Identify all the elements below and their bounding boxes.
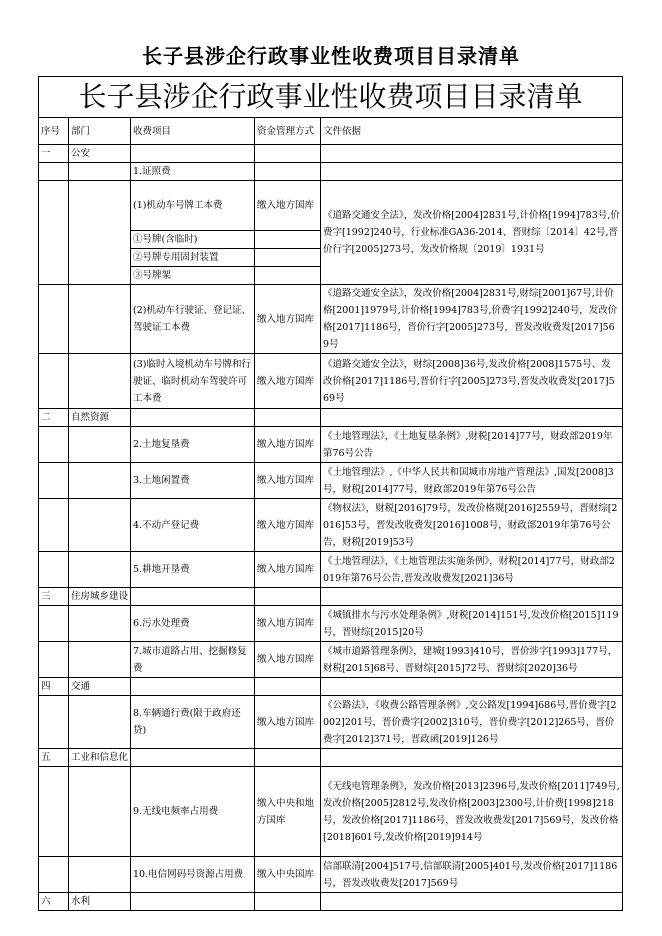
legal-basis: 《土地管理法》，《土地复垦条例》,财税[2014]77号，财政部2019年第76号公告 bbox=[321, 427, 623, 463]
header-basis: 文件依据 bbox=[321, 118, 623, 145]
table-row bbox=[39, 354, 623, 409]
fund-mode: 缴入地方国库 bbox=[255, 499, 321, 552]
fee-item: (1)机动车号牌工本费 bbox=[131, 181, 255, 231]
fee-item: 5.耕地开垦费 bbox=[131, 552, 255, 588]
fund-mode: 缴入地方国库 bbox=[255, 463, 321, 499]
section-no: 二 bbox=[39, 409, 69, 427]
fee-item: 1.证照费 bbox=[131, 163, 255, 181]
legal-basis: 信部联清[2004]517号,信部联清[2005]401号,发改价格[2017]1186号，晋发改收费发[2017]569号 bbox=[321, 857, 623, 893]
table-row bbox=[39, 642, 623, 678]
section-row bbox=[39, 409, 623, 427]
fee-sub-item: ①号牌(含临时) bbox=[131, 231, 255, 249]
section-row bbox=[39, 145, 623, 163]
fund-mode: 缴入地方国库 bbox=[255, 642, 321, 678]
header-no: 序号 bbox=[39, 118, 69, 145]
legal-basis: 《公路法》，《收费公路管理条例》,交公路发[1994]686号,晋价费字[2002]201号，晋价费字[2002]310号，晋价费字[2012]265号，晋价费字[2012]371号，晋政函[2019]126号 bbox=[321, 696, 623, 749]
fee-item: 3.土地闲置费 bbox=[131, 463, 255, 499]
table-row bbox=[39, 285, 623, 354]
table-row bbox=[39, 163, 623, 181]
table-row bbox=[39, 767, 623, 857]
section-no: 四 bbox=[39, 678, 69, 696]
fund-mode: 缴入地方国库 bbox=[255, 696, 321, 749]
section-no: 一 bbox=[39, 145, 69, 163]
fee-item: 4.不动产登记费 bbox=[131, 499, 255, 552]
table-row bbox=[39, 552, 623, 588]
fee-item: 2.土地复垦费 bbox=[131, 427, 255, 463]
fee-item: 8.车辆通行费(限于政府还贷) bbox=[131, 696, 255, 749]
fund-mode: 缴入中央国库 bbox=[255, 857, 321, 893]
fee-sub-item: ③号牌架 bbox=[131, 267, 255, 285]
header-item: 收费项目 bbox=[131, 118, 255, 145]
fund-mode: 缴入地方国库 bbox=[255, 427, 321, 463]
fee-item: 6.污水处理费 bbox=[131, 606, 255, 642]
fee-item: 7.城市道路占用、挖掘修复费 bbox=[131, 642, 255, 678]
legal-basis: 《道路交通安全法》，发改价格[2004]2831号,计价格[1994]783号,价费字[1992]240号，行业标准GA36-2014、晋财综〔2014〕42号,晋价行字[2005]273号，发改价格规〔2019〕1931号 bbox=[321, 181, 623, 285]
section-dept: 自然资源 bbox=[69, 409, 131, 427]
section-dept: 水利 bbox=[69, 893, 131, 911]
fund-mode: 缴入地方国库 bbox=[255, 552, 321, 588]
fund-mode: 缴入地方国库 bbox=[255, 285, 321, 354]
section-no: 六 bbox=[39, 893, 69, 911]
section-row bbox=[39, 893, 623, 911]
section-no: 三 bbox=[39, 588, 69, 606]
section-no: 五 bbox=[39, 749, 69, 767]
header-fund: 资金管理方式 bbox=[255, 118, 321, 145]
legal-basis: 《无线电管理条例》，发改价格[2013]2396号,发改价格[2011]749号,发改价格[2005]2812号,发改价格[2003]2300号,计价费[1998]218号，发改价格[2017]1186号，晋发改收费发[2017]569号，发改价格[2018]601号,发改价格[2019]914号 bbox=[321, 767, 623, 857]
fund-mode: 缴入地方国库 bbox=[255, 181, 321, 231]
page-title: 长子县涉企行政事业性收费项目目录清单 bbox=[142, 44, 520, 68]
legal-basis: 《道路交通安全法》，财综[2008]36号,发改价格[2008]1575号、发改价格[2017]1186号,晋价行字[2005]273号,晋发改收费发[2017]569号 bbox=[321, 354, 623, 409]
table-row bbox=[39, 696, 623, 749]
table-row bbox=[39, 463, 623, 499]
fee-list-table bbox=[38, 76, 623, 911]
section-dept: 交通 bbox=[69, 678, 131, 696]
legal-basis: 《城市道路管理条例》，建城[1993]410号，晋价涉字[1993]177号，财税[2015]68号、晋财综[2015]72号、晋财综[2020]36号 bbox=[321, 642, 623, 678]
fund-mode: 缴入中央和地方国库 bbox=[255, 767, 321, 857]
fee-item: (2)机动车行驶证、登记证、驾驶证工本费 bbox=[131, 285, 255, 354]
header-row bbox=[39, 118, 623, 145]
table-row bbox=[39, 606, 623, 642]
legal-basis: 《土地管理法》,《中华人民共和国城市房地产管理法》,国发[2008]3号，财税[2014]77号，财政部2019年第76号公告 bbox=[321, 463, 623, 499]
fund-mode: 缴入地方国库 bbox=[255, 354, 321, 409]
fee-item: (3)临时入境机动车号牌和行驶证、临时机动车驾驶许可工本费 bbox=[131, 354, 255, 409]
section-dept: 公安 bbox=[69, 145, 131, 163]
legal-basis: 《物权法》，财税[2016]79号，发改价格规[2016]2559号，晋财综[2016]53号，晋发改收费发[2016]1008号，财政部2019年第76号公告，财税[2019]53号 bbox=[321, 499, 623, 552]
section-row bbox=[39, 749, 623, 767]
table-row bbox=[39, 857, 623, 893]
fee-item: 9.无线电频率占用费 bbox=[131, 767, 255, 857]
table-row bbox=[39, 499, 623, 552]
section-dept: 住房城乡建设 bbox=[69, 588, 131, 606]
section-row bbox=[39, 678, 623, 696]
legal-basis: 《道路交通安全法》，发改价格[2004]2831号,财综[2001]67号,计价格[2001]1979号,计价格[1994]783号,价费字[1992]240号，发改价格[2017]1186号，晋价行字[2005]273号，晋发改收费发[2017]569号 bbox=[321, 285, 623, 354]
fee-sub-item: ②号牌专用固封装置 bbox=[131, 249, 255, 267]
fee-item: 10.电信网码号资源占用费 bbox=[131, 857, 255, 893]
table-row bbox=[39, 181, 623, 231]
section-dept: 工业和信息化 bbox=[69, 749, 131, 767]
header-dept: 部门 bbox=[69, 118, 131, 145]
section-row bbox=[39, 588, 623, 606]
legal-basis: 《土地管理法》，《土地管理法实施条例》，财税[2014]77号，财政部2019年第76号公告,晋发改收费发[2021]36号 bbox=[321, 552, 623, 588]
fund-mode: 缴入地方国库 bbox=[255, 606, 321, 642]
table-row bbox=[39, 427, 623, 463]
legal-basis: 《城镇排水与污水处理条例》,财税[2014]151号,发改价格[2015]119号，晋财综[2015]20号 bbox=[321, 606, 623, 642]
table-title: 长子县涉企行政事业性收费项目目录清单 bbox=[39, 77, 623, 118]
